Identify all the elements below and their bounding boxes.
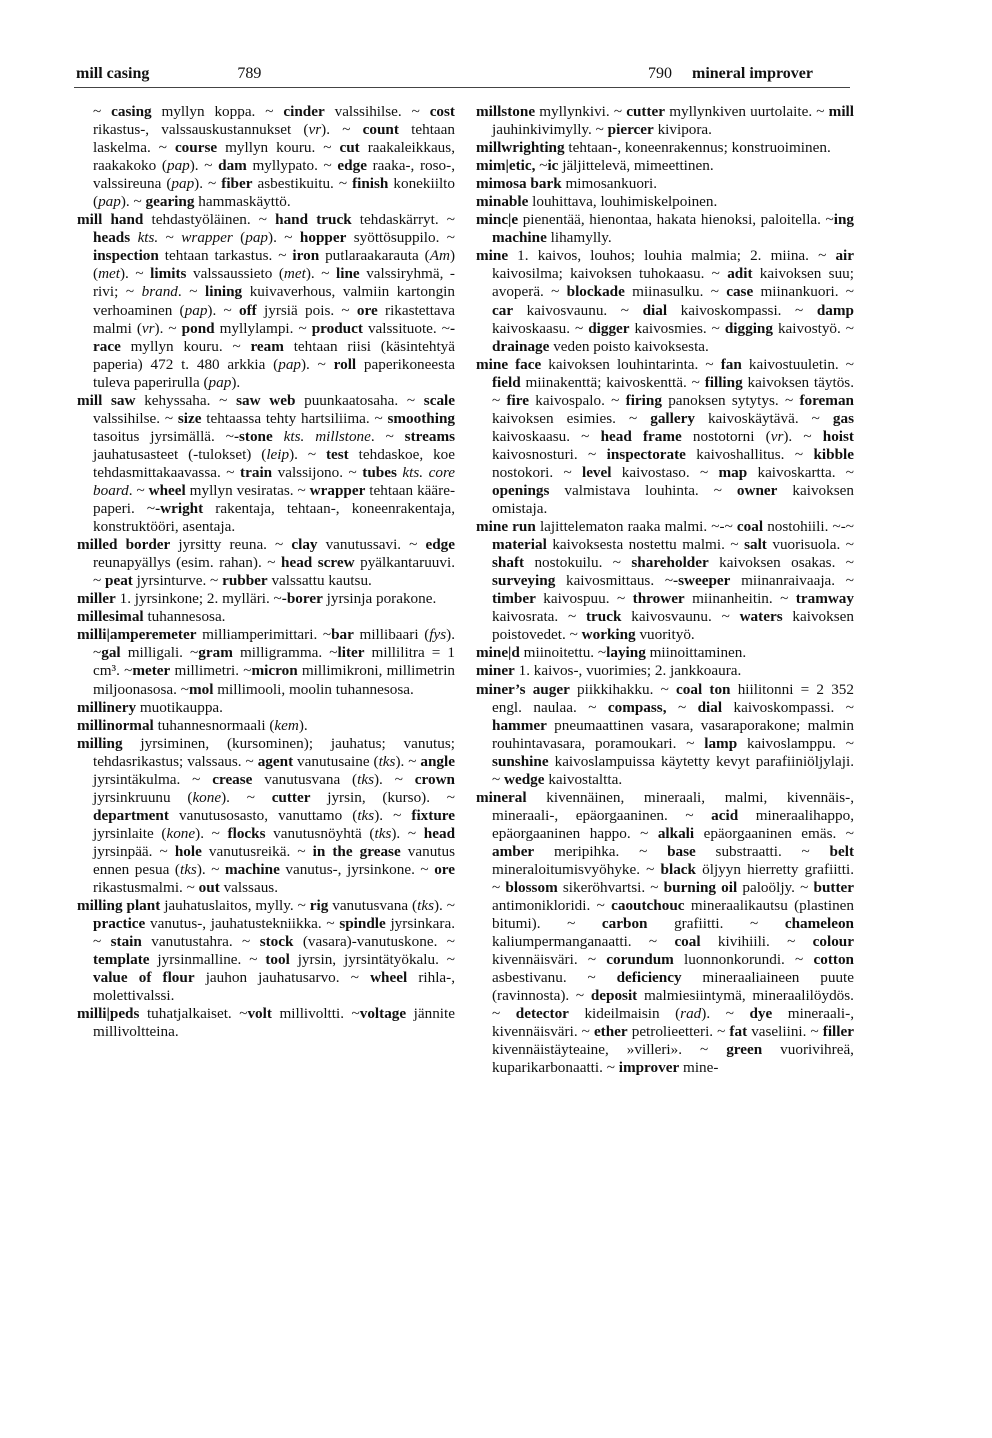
right-page-number: 790 [648,65,672,82]
entry-mimosa-bark: mimosa bark mimosankuori. [476,175,657,193]
running-header-left [76,64,261,84]
entry-mineral: mineral kivennäinen, mineraali, malmi, kivennäis-, mineraali-, epäorgaaninen. ~ acid mineraalihappo, epäorgaaninen happo. ~ alkali epäorgaaninen emäs. ~ amber meripihka. ~ base substraatti. ~ belt mineraloitumisvyöhyke. ~ black öljyyn hierretty grafiitti. ~ blossom sikeröhvartsi. ~ burning oil paloöljy. ~ butter antimonikloridi. ~ caoutchouc mineraalikautsu (plastinen bitumi). ~ carbon grafiitti. ~ chameleon kaliumpermanganaatti. ~ coal kivihiili. ~ colour kivennäisväri. ~ corundum luonnonkorundi. ~ cotton asbestivanu. ~ deficiency mineraaliaineen puute (ravinnosta). ~ deposit malmiesiintymä, mineraalilöydös. ~ detector kideilmaisin (rad). ~ dye mineraali-, kivennäisväri. ~ ether petrolieetteri. ~ fat vaseliini. ~ filler kivennäistäyteaine, »villeri». ~ green vuorivihreä, kuparikarbonaatti. ~ improver mine- [476,788,855,1077]
entry-milliamperemeter: milli|amperemeter milliamperimittari. ~bar millibaari (fys). ~gal milligali. ~gram milligramma. ~liter millilitra = 1 cm³. ~meter millimetri. ~micron millimikroni, millimetrin miljoonasosa. ~mol millimooli, moolin tuhannesosa. [77,626,456,698]
entry-millinery: millinery muotikauppa. [77,698,223,716]
entry-mimetic: mim|etic, ~ic jäljittelevä, mimeettinen. [476,157,714,175]
left-headword: mill casing [76,65,150,82]
entry-milling-plant: milling plant jauhatuslaitos, mylly. ~ rig vanutusvana (tks). ~ practice vanutus-, jauhatustekniikka. ~ spindle jyrsinkara. ~ stain vanutustahra. ~ stock (vasara)-vanutuskone. ~ template jyrsinmalline. ~ tool jyrsin, jyrsintätyökalu. ~ value of flour jauhon jauhatusarvo. ~ wheel rihla-, molettivalssi. [77,897,456,1005]
entry-milling: milling jyrsiminen, (kursominen); jauhatus; vanutus; tehdasrikastus; valssaus. ~ agent vanutusaine (tks). ~ angle jyrsintäkulma. ~ crease vanutusvana (tks). ~ crown jyrsinkruunu (kone). ~ cutter jyrsin, (kurso). ~ department vanutusosasto, vanuttamo (tks). ~ fixture jyrsinlaite (kone). ~ flocks vanutusnöyhtä (tks). ~ head jyrsinpää. ~ hole vanutusreikä. ~ in the grease vanutus ennen pesua (tks). ~ machine vanutus-, jyrsinkone. ~ ore rikastusmalmi. ~ out valssaus. [77,734,456,897]
entry-miners-auger: miner’s auger piikkihakku. ~ coal ton hiilitonni = 2 352 engl. naulaa. ~ compass, ~ dial kaivoskompassi. ~ hammer pneumaattinen vasara, vasaraporakone; malmin rouhintavasara, poramoukari. ~ lamp kaivoslamppu. ~ sunshine kaivoslampuissa käytetty kevyt parafiiniöljylaji. ~ wedge kaivostaltta. [476,680,854,788]
entry-mine: mine 1. kaivos, louhos; louhia malmia; 2. miina. ~ air kaivosilma; kaivoksen tuhokaasu. ~ adit kaivoksen suu; avoperä. ~ blockade miinasulku. ~ case miinankuori. ~ car kaivosvaunu. ~ dial kaivoskompassi. ~ damp kaivoskaasu. ~ digger kaivosmies. ~ digging kaivostyö. ~ drainage veden poisto kaivoksesta. [476,247,855,355]
entry-millesimal: millesimal tuhannesosa. [77,608,226,626]
entry-millstone: millstone myllynkivi. ~ cutter myllynkiven uurtolaite. ~ mill jauhinkivimylly. ~ piercer kivipora. [476,103,854,139]
entry-miner: miner 1. kaivos-, vuorimies; 2. jankkoaura. [476,662,742,680]
entry-mined: mine|d miinoitettu. ~laying miinoittaminen. [476,644,747,662]
entry-milled-border: milled border jyrsitty reuna. ~ clay vanutussavi. ~ edge reunapyällys (esim. rahan). ~ head screw pyälkantaruuvi. ~ peat jyrsinturve. ~ rubber valssattu kautsu. [77,536,455,590]
entry-miller: miller 1. jyrsinkone; 2. mylläri. ~-borer jyrsinja porakone. [77,590,437,608]
right-headword: mineral improver [692,65,814,82]
entry-mine-run: mine run lajittelematon raaka malmi. ~-~ coal nostohiili. ~-~ material kaivoksesta nostettu malmi. ~ salt vuorisuola. ~ shaft nostokuilu. ~ shareholder kaivoksen osakas. ~ surveying kaivosmittaus. ~-sweeper miinanraivaaja. ~ timber kaivospuu. ~ thrower miinanheitin. ~ tramway kaivosrata. ~ truck kaivosvaunu. ~ waters kaivoksen poistovedet. ~ working vuorityö. [476,518,854,644]
entry-millinormal: millinormal tuhannesnormaali (kem). [77,716,308,734]
entry-minable: minable louhittava, louhimiskelpoinen. [476,193,718,211]
entry-millwrighting: millwrighting tehtaan-, koneenrakennus; konstruoiminen. [476,139,831,157]
left-page-number: 789 [237,65,262,82]
entry-mine-face: mine face kaivoksen louhintarinta. ~ fan kaivostuuletin. ~ field miinakenttä; kaivoskenttä. ~ filling kaivoksen täytös. ~ fire kaivospalo. ~ firing panoksen sytytys. ~ foreman kaivoksen esimies. ~ gallery kaivoskäytävä. ~ gas kaivoskaasu. ~ head frame nostotorni (vr). ~ hoist kaivosnosturi. ~ inspectorate kaivoshallitus. ~ kibble nostokori. ~ level kaivostaso. ~ map kaivoskartta. ~ openings valmistava louhinta. ~ owner kaivoksen omistaja. [476,355,855,518]
entry-mill-saw: mill saw kehyssaha. ~ saw web puunkaatosaha. ~ scale valssihilse. ~ size tehtaassa tehty hartsiliima. ~ smoothing tasoitus jyrsimällä. ~-stone kts. millstone. ~ streams jauhatusasteet (-tulokset) (leip). ~ test tehdaskoe, koe tehdasmittakaavassa. ~ train valssijono. ~ tubes kts. core board. ~ wheel myllyn vesiratas. ~ wrapper tehtaan kääre-paperi. ~-wright rakentaja, tehtaan-, koneenrakentaja, konstruktööri, asentaja. [77,391,456,536]
entry-casing: ~ casing myllyn koppa. ~ cinder valssihilse. ~ cost rikastus-, valssauskustannukset (vr). ~ count tehtaan laskelma. ~ course myllyn kouru. ~ cut raakaleikkaus, raakakoko (pap). ~ dam myllypato. ~ edge raaka-, roso-, valssireuna (pap). ~ fiber asbestikuitu. ~ finish konekiilto (pap). ~ gearing hammaskäyttö. [93,103,456,211]
right-column [476,103,854,1078]
left-column [77,103,455,1041]
entry-mince: minc|e pienentää, hienontaa, hakata hienoksi, paloitella. ~ing machine lihamylly. [476,211,854,247]
running-header-right [648,64,813,84]
entry-mill-hand: mill hand tehdastyöläinen. ~ hand truck tehdaskärryt. ~ heads kts. ~ wrapper (pap). ~ hopper syöttösuppilo. ~ inspection tehtaan tarkastus. ~ iron putlaraakarauta (Am) (met). ~ limits valssaussieto (met). ~ line valssiryhmä, -rivi; ~ brand. ~ lining kuivaverhous, valmiin kartongin verhoaminen (pap). ~ off jyrsiä pois. ~ ore rikastettava malmi (vr). ~ pond myllylampi. ~ product valssituote. ~-race myllyn kouru. ~ ream tehtaan riisi (käsintehtyä paperia) 472 t. 480 arkkia (pap). ~ roll paperikoneesta tuleva paperirulla (pap). [77,211,456,391]
entry-millipeds: milli|peds tuhatjalkaiset. ~volt millivoltti. ~voltage jännite millivoltteina. [77,1005,455,1041]
header-rule [74,87,850,88]
